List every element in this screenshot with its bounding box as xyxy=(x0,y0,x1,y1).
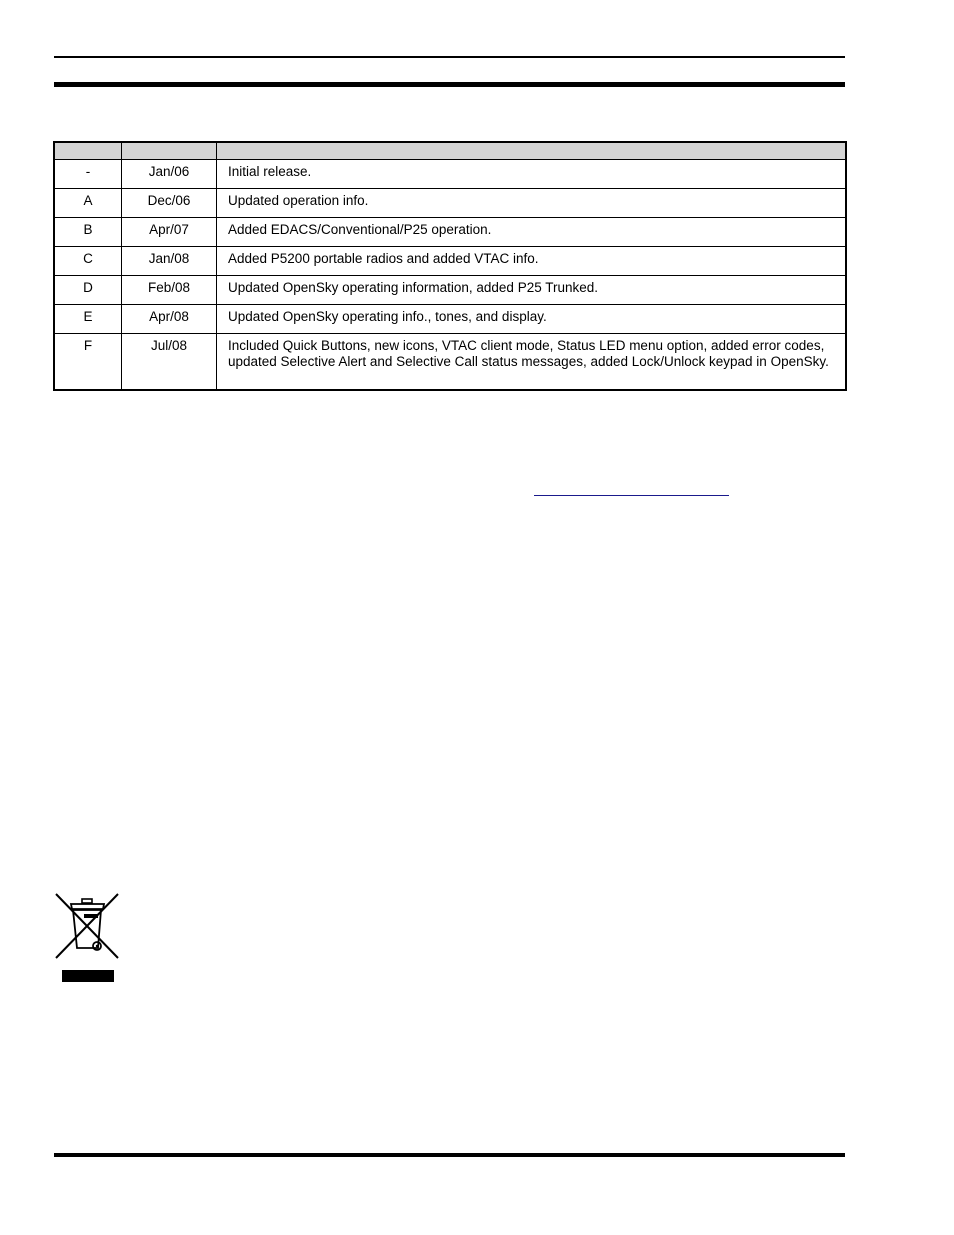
description-cell: Initial release. xyxy=(217,160,847,189)
revision-history-table xyxy=(53,141,847,391)
date-cell: Jan/08 xyxy=(122,247,217,276)
header-rule-thick xyxy=(54,82,845,87)
table-row xyxy=(54,218,846,247)
header-cell-description xyxy=(217,142,847,160)
description-cell: Added EDACS/Conventional/P25 operation. xyxy=(217,218,847,247)
table-row xyxy=(54,305,846,334)
date-cell: Jul/08 xyxy=(122,334,217,391)
header-cell-date xyxy=(122,142,217,160)
description-cell: Added P5200 portable radios and added VTAC info. xyxy=(217,247,847,276)
rev-cell: D xyxy=(54,276,122,305)
rev-cell: F xyxy=(54,334,122,391)
description-cell: Included Quick Buttons, new icons, VTAC client mode, Status LED menu option, added error codes, updated Selective Alert and Selective Call status messages, added Lock/Unlock keypad in OpenSky. xyxy=(217,334,847,391)
rev-cell: C xyxy=(54,247,122,276)
hyperlink-underline[interactable] xyxy=(534,495,729,496)
table-row xyxy=(54,276,846,305)
footer-rule xyxy=(54,1153,845,1157)
crossed-out-wheelie-bin-icon xyxy=(54,892,120,984)
table-row xyxy=(54,160,846,189)
rev-cell: E xyxy=(54,305,122,334)
table-row xyxy=(54,334,846,391)
table-header-row xyxy=(54,142,846,160)
date-cell: Jan/06 xyxy=(122,160,217,189)
description-cell: Updated OpenSky operating info., tones, and display. xyxy=(217,305,847,334)
rev-cell: - xyxy=(54,160,122,189)
table-row xyxy=(54,247,846,276)
date-cell: Apr/08 xyxy=(122,305,217,334)
date-cell: Apr/07 xyxy=(122,218,217,247)
rev-cell: B xyxy=(54,218,122,247)
header-rule-thin xyxy=(54,56,845,58)
date-cell: Feb/08 xyxy=(122,276,217,305)
rev-cell: A xyxy=(54,189,122,218)
description-cell: Updated OpenSky operating information, added P25 Trunked. xyxy=(217,276,847,305)
header-cell-rev xyxy=(54,142,122,160)
description-cell: Updated operation info. xyxy=(217,189,847,218)
date-cell: Dec/06 xyxy=(122,189,217,218)
table-row xyxy=(54,189,846,218)
